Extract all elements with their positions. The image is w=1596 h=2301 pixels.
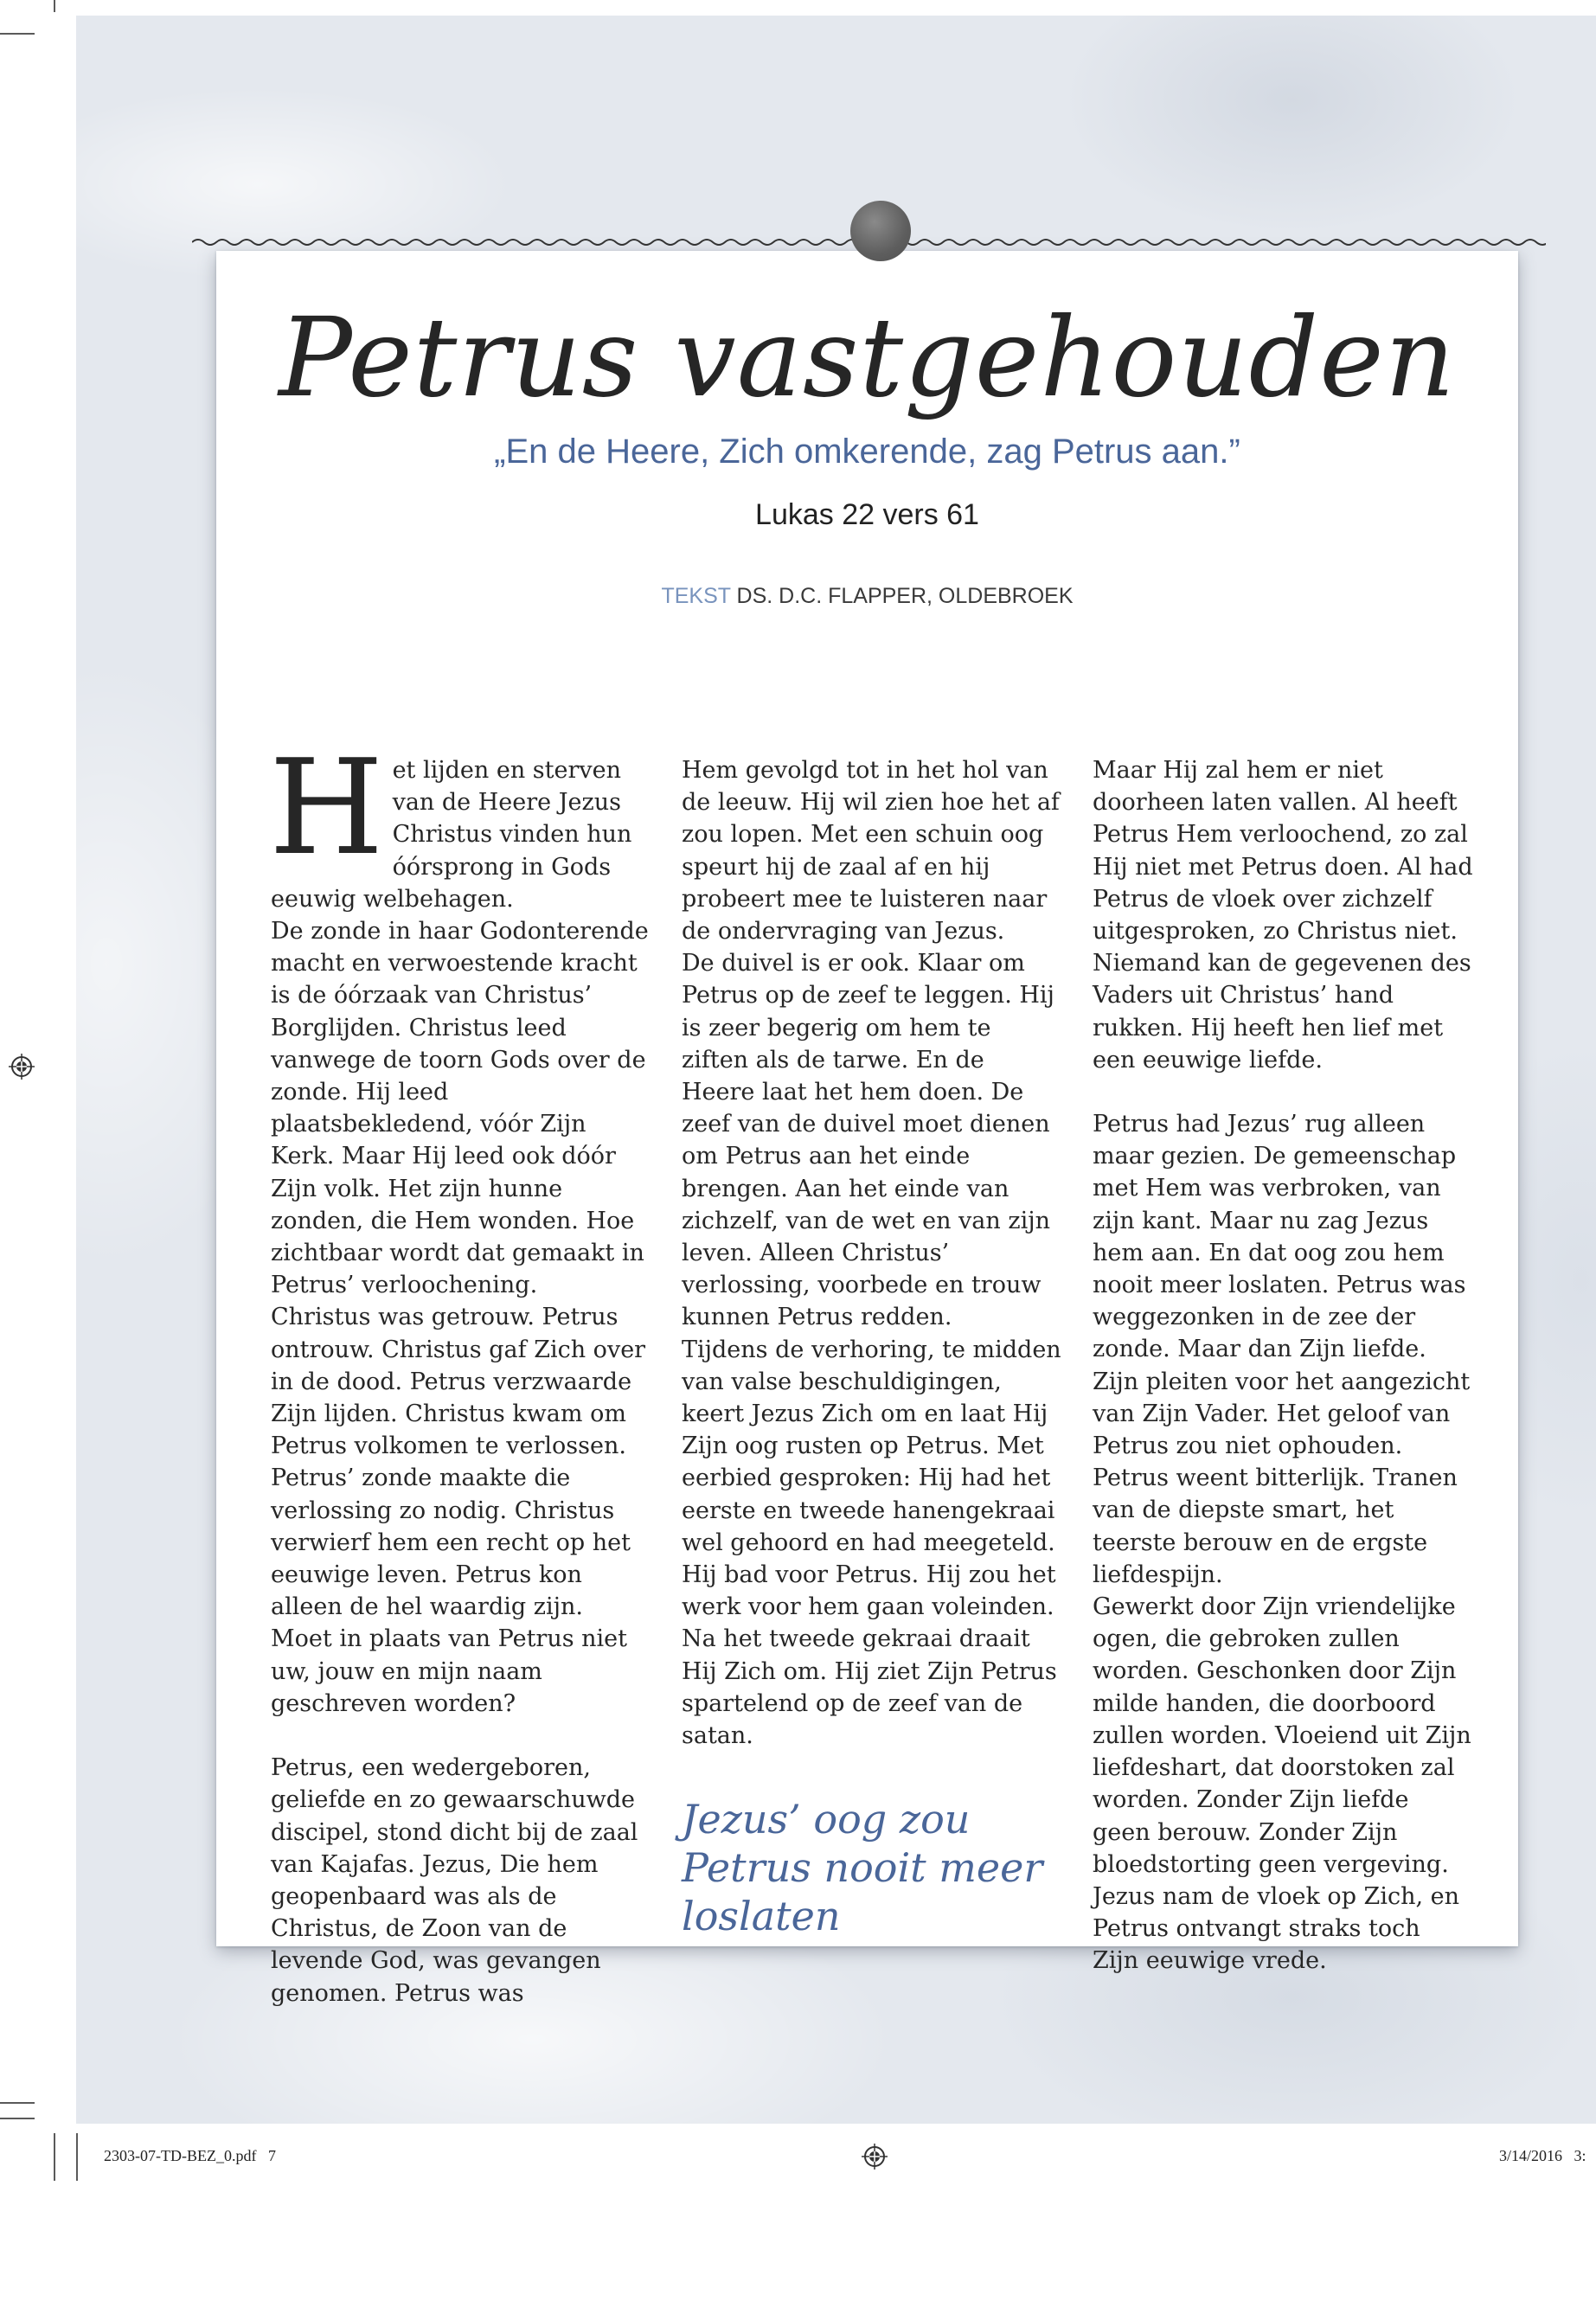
byline-label: TEKST xyxy=(661,584,731,608)
paragraph: Na het tweede gekraai draait Hij Zich om. Hij ziet Zijn Petrus spartelend op de zeef van de satan. xyxy=(682,1625,1057,1750)
paragraph: Maar Hij zal hem er niet doorheen laten vallen. Al heeft Petrus Hem verloochend, zo zal Hij niet met Petrus doen. Al had Petrus de vloek over zichzelf uitgesproken, zo Christus niet. Niemand kan de gegevenen des Vaders uit Christus’ hand rukken. Hij heeft hen lief met een eeuwige liefde. xyxy=(1093,757,1473,1074)
crop-mark xyxy=(0,2102,35,2104)
crop-mark xyxy=(54,0,55,12)
bible-quote: „En de Heere, Zich omkerende, zag Petrus aan.” xyxy=(494,433,1240,471)
crop-mark xyxy=(0,33,35,35)
crop-mark xyxy=(0,2118,35,2119)
crop-mark xyxy=(54,2133,55,2181)
byline xyxy=(216,584,1518,609)
article-title: Petrus vastgehouden xyxy=(279,294,1456,421)
body-column-3 xyxy=(1093,754,1473,1977)
paragraph: Petrus, een wedergeboren, geliefde en zo gewaarschuwde discipel, stond dicht bij de zaal van Kajafas. Jezus, Die hem geopenbaard was als de Christus, de Zoon van de levende God, was gevangen genomen. Petrus was xyxy=(271,1754,638,2007)
paragraph: Petrus had Jezus’ rug alleen maar gezien. De gemeenschap met Hem was verbroken, van zijn kant. Maar nu zag Jezus hem aan. En dat oog zou hem nooit meer loslaten. Petrus was weggezonken in de zee der zonde. Maar dan Zijn liefde. Zijn pleiten voor het aangezicht van Zijn Vader. Het geloof van Petrus zou niet ophouden. Petrus weent bitterlijk. Tranen van de diepste smart, het teerste berouw en de ergste liefdespijn. xyxy=(1093,1111,1471,1588)
pin-icon xyxy=(850,201,911,261)
pull-quote: Jezus’ oog zou Petrus nooit meer loslaten xyxy=(682,1796,1043,1940)
paragraph: Gewerkt door Zijn vriendelijke ogen, die gebroken zullen worden. Geschonken door Zijn milde handen, die doorboord zullen worden. Vloeiend uit Zijn liefdeshart, dat doorstoken zal worden. Zonder Zijn liefde geen berouw. Zonder Zijn bloedstorting geen vergeving. Jezus nam de vloek op Zich, en Petrus ontvangt straks toch Zijn eeuwige vrede. xyxy=(1093,1593,1471,1975)
paragraph: Christus was getrouw. Petrus ontrouw. Christus gaf Zich over in de dood. Petrus verzwaarde Zijn lijden. Christus kwam om Petrus volkomen te verlossen. Petrus’ zonde maakte die verlossing zo nodig. Christus verwierf hem een recht op het eeuwige leven. Petrus kon alleen de hel waardig zijn. Moet in plaats van Petrus niet uw, jouw en mijn naam geschreven worden? xyxy=(271,1304,646,1717)
registration-mark-icon xyxy=(9,1054,35,1080)
body-column-2 xyxy=(682,754,1062,1940)
footer-filename: 2303-07-TD-BEZ_0.pdf 7 xyxy=(104,2147,276,2164)
byline-author: DS. D.C. FLAPPER, OLDEBROEK xyxy=(736,584,1074,608)
footer-date: 3/14/2016 3: xyxy=(1499,2147,1586,2164)
paragraph: De zonde in haar Godonterende macht en verwoestende kracht is de óórzaak van Christus’ Borglijden. Christus leed vanwege de toorn Gods over de zonde. Hij leed plaatsbekledend, vóór Zijn Kerk. Maar Hij leed ook dóór Zijn volk. Het zijn hunne zonden, die Hem wonden. Hoe zichtbaar wordt dat gemaakt in Petrus’ verloochening. xyxy=(271,918,649,1299)
body-column-1 xyxy=(269,731,651,2009)
registration-mark-icon xyxy=(862,2144,888,2170)
bible-reference: Lukas 22 vers 61 xyxy=(755,498,979,531)
paragraph: Tijdens de verhoring, te midden van valse beschuldigingen, keert Jezus Zich om en laat Hij Zijn oog rusten op Petrus. Met eerbied gesproken: Hij had het eerste en tweede hanengekraai wel gehoord en had meegeteld. Hij bad voor Petrus. Hij zou het werk voor hem gaan voleinden. xyxy=(682,1336,1061,1621)
crop-mark xyxy=(76,2133,78,2181)
paragraph: De duivel is er ook. Klaar om Petrus op de zeef te leggen. Hij is zeer begerig om hem te ziften als de tarwe. En de Heere laat het hem doen. De zeef van de duivel moet dienen om Petrus aan het einde brengen. Aan het einde van zichzelf, van de wet en van zijn leven. Alleen Christus’ verlossing, voorbede en trouw kunnen Petrus redden. xyxy=(682,950,1054,1331)
drop-cap: H xyxy=(269,731,384,884)
paragraph: Hem gevolgd tot in het hol van de leeuw. Hij wil zien hoe het af zou lopen. Met een schuin oog speurt hij de zaal af en hij probeert mee te luisteren naar de ondervraging van Jezus. xyxy=(682,757,1060,945)
paragraph: et lijden en sterven van de Heere Jezus Christus vinden hun óórsprong in Gods eeuwig welbehagen. xyxy=(271,757,632,913)
